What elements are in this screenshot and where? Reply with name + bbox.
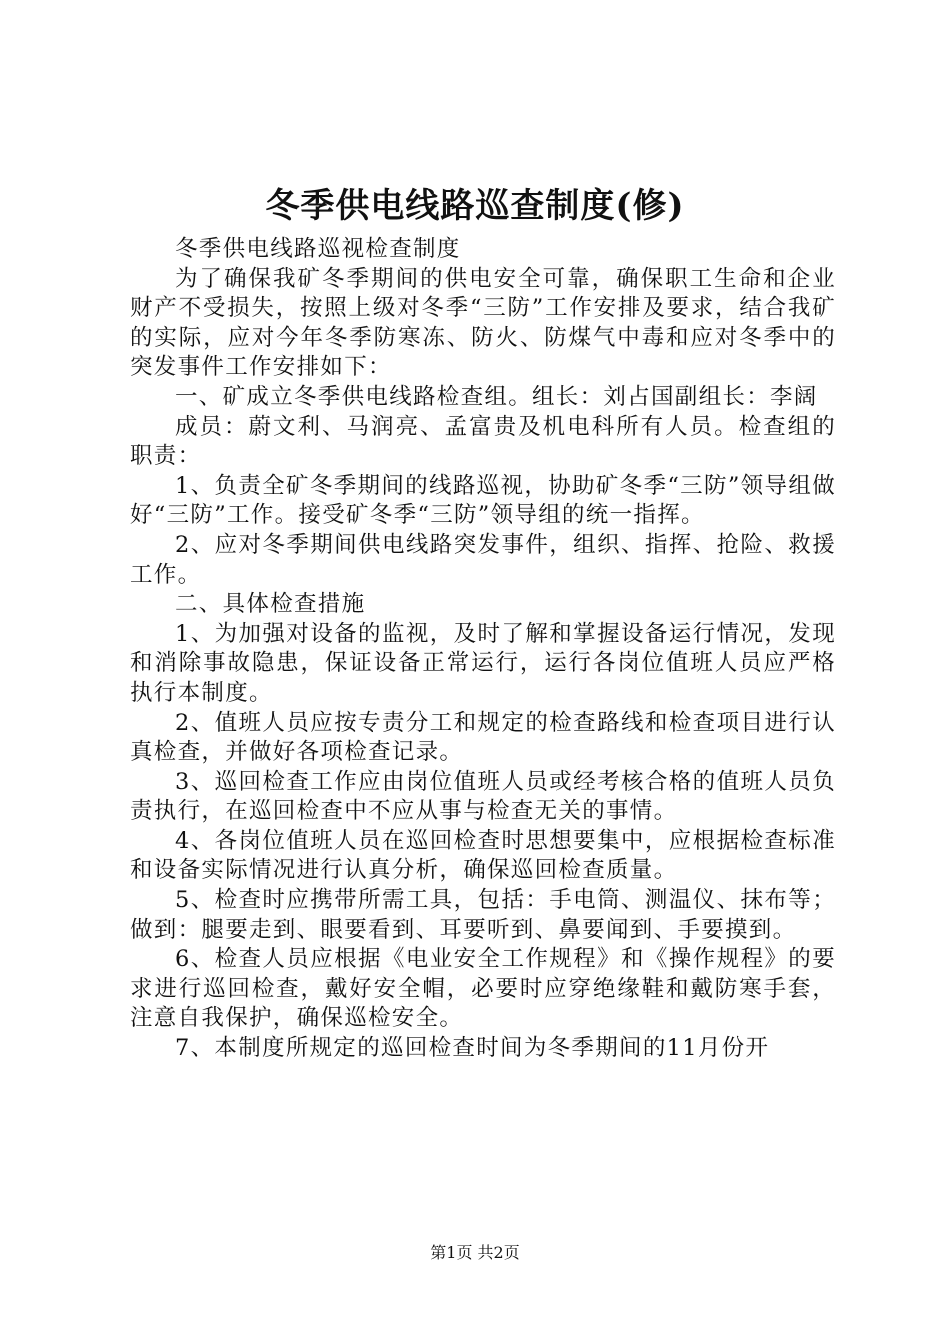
paragraph-measure-3: 3、巡回检查工作应由岗位值班人员或经考核合格的值班人员负责执行，在巡回检查中不应从事与检查无关的事情。 xyxy=(130,768,836,825)
paragraph-members: 成员：蔚文利、马润亮、孟富贵及机电科所有人员。检查组的职责： xyxy=(130,413,836,470)
paragraph-duty-2: 2、应对冬季期间供电线路突发事件，组织、指挥、抢险、救援工作。 xyxy=(130,531,836,588)
paragraph-section-2: 二、具体检查措施 xyxy=(175,591,366,618)
paragraph-measure-6: 6、检查人员应根据《电业安全工作规程》和《操作规程》的要求进行巡回检查，戴好安全帽，必要时应穿绝缘鞋和戴防寒手套，注意自我保护，确保巡检安全。 xyxy=(130,946,836,1032)
paragraph-subtitle: 冬季供电线路巡视检查制度 xyxy=(175,236,461,262)
paragraph-measure-1: 1、为加强对设备的监视，及时了解和掌握设备运行情况，发现和消除事故隐患，保证设备正常运行，运行各岗位值班人员应严格执行本制度。 xyxy=(130,620,836,706)
paragraph-intro: 为了确保我矿冬季期间的供电安全可靠，确保职工生命和企业财产不受损失，按照上级对冬季“三防”工作安排及要求，结合我矿的实际，应对今年冬季防寒冻、防火、防煤气中毒和应对冬季中的突发事件工作安排如下： xyxy=(130,265,836,381)
document-body xyxy=(130,235,836,1064)
paragraph-measure-7: 7、本制度所规定的巡回检查时间为冬季期间的11月份开 xyxy=(175,1035,770,1062)
paragraph-duty-1: 1、负责全矿冬季期间的线路巡视，协助矿冬季“三防”领导组做好“三防”工作。接受矿冬季“三防”领导组的统一指挥。 xyxy=(130,472,836,529)
paragraph-measure-5: 5、检查时应携带所需工具，包括：手电筒、测温仪、抹布等；做到：腿要走到、眼要看到、耳要听到、鼻要闻到、手要摸到。 xyxy=(130,887,836,943)
document-title: 冬季供电线路巡查制度(修) xyxy=(265,186,685,226)
paragraph-measure-2: 2、值班人员应按专责分工和规定的检查路线和检查项目进行认真检查，并做好各项检查记录。 xyxy=(130,709,836,766)
paragraph-section-1: 一、矿成立冬季供电线路检查组。组长：刘占国副组长：李阔 xyxy=(175,383,818,410)
page-footer: 第1页 共2页 xyxy=(430,1243,520,1262)
paragraph-measure-4: 4、各岗位值班人员在巡回检查时思想要集中，应根据检查标准和设备实际情况进行认真分析，确保巡回检查质量。 xyxy=(130,827,836,884)
